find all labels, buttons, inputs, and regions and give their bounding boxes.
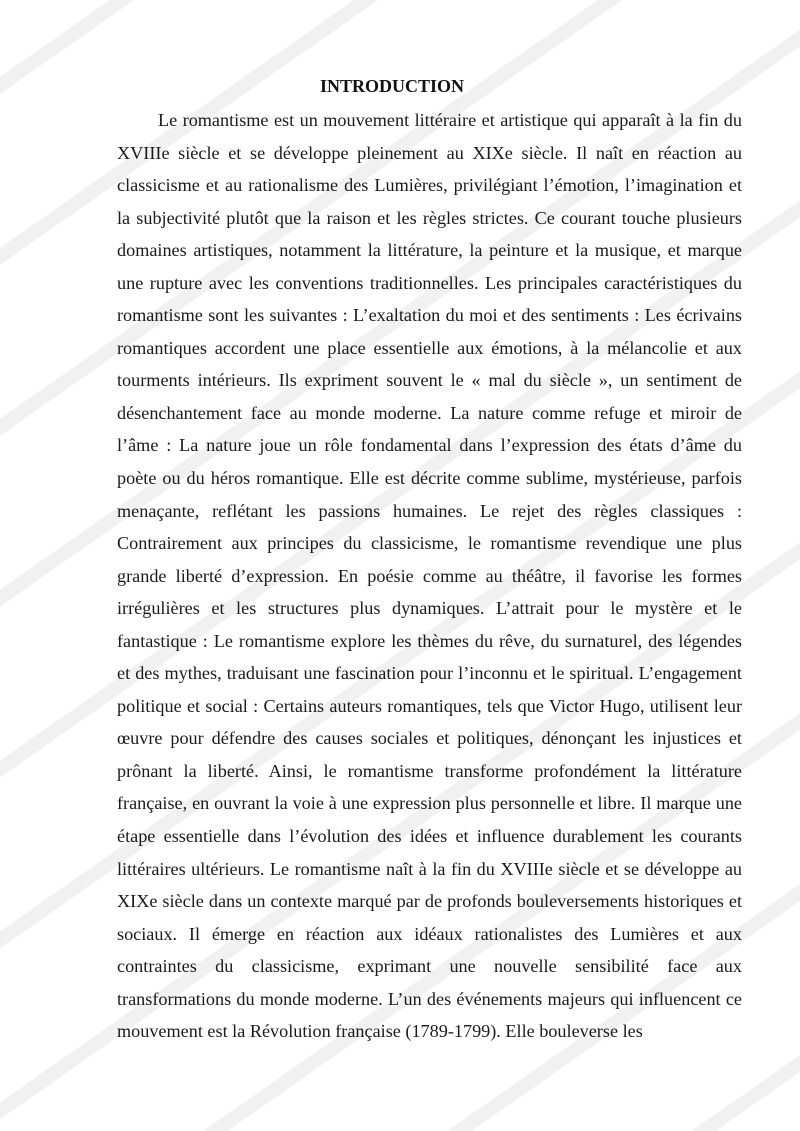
- body-paragraph: Le romantisme est un mouvement littéraire et artistique qui apparaît à la fin du XVIIIe siècle et se développe pleinement au XIXe siècle. Il naît en réaction au classicisme et au rationalisme des Lumières, privilégiant l’émotion, l’imagination et la subjectivité plutôt que la raison et les règles strictes. Ce courant touche plusieurs domaines artistiques, notamment la littérature, la peinture et la musique, et marque une rupture avec les conventions traditionnelles. Les principales caractéristiques du romantisme sont les suivantes : L’exaltation du moi et des sentiments : Les écrivains romantiques accordent une place essentielle aux émotions, à la mélancolie et aux tourments intérieurs. Ils expriment souvent le « mal du siècle », un sentiment de désenchantement face au monde moderne. La nature comme refuge et miroir de l’âme : La nature joue un rôle fondamental dans l’expression des états d’âme du poète ou du héros romantique. Elle est décrite comme sublime, mystérieuse, parfois menaçante, reflétant les passions humaines. Le rejet des règles classiques : Contrairement aux principes du classicisme, le romantisme revendique une plus grande liberté d’expression. En poésie comme au théâtre, il favorise les formes irrégulières et les structures plus dynamiques. L’attrait pour le mystère et le fantastique : Le romantisme explore les thèmes du rêve, du surnaturel, des légendes et des mythes, traduisant une fascination pour l’inconnu et le spiritual. L’engagement politique et social : Certains auteurs romantiques, tels que Victor Hugo, utilisent leur œuvre pour défendre des causes sociales et politiques, dénonçant les injustices et prônant la liberté. Ainsi, le romantisme transforme profondément la littérature française, en ouvrant la voie à une expression plus personnelle et libre. Il marque une étape essentielle dans l’évolution des idées et influence durablement les courants littéraires ultérieurs. Le romantisme naît à la fin du XVIIIe siècle et se développe au XIXe siècle dans un contexte marqué par de profonds bouleversements historiques et sociaux. Il émerge en réaction aux idéaux rationalistes des Lumières et aux contraintes du classicisme, exprimant une nouvelle sensibilité face aux transformations du monde moderne. L’un des événements majeurs qui influencent ce mouvement est la Révolution française (1789-1799). Elle bouleverse les: [117, 110, 742, 1042]
- page-title: INTRODUCTION: [319, 76, 465, 96]
